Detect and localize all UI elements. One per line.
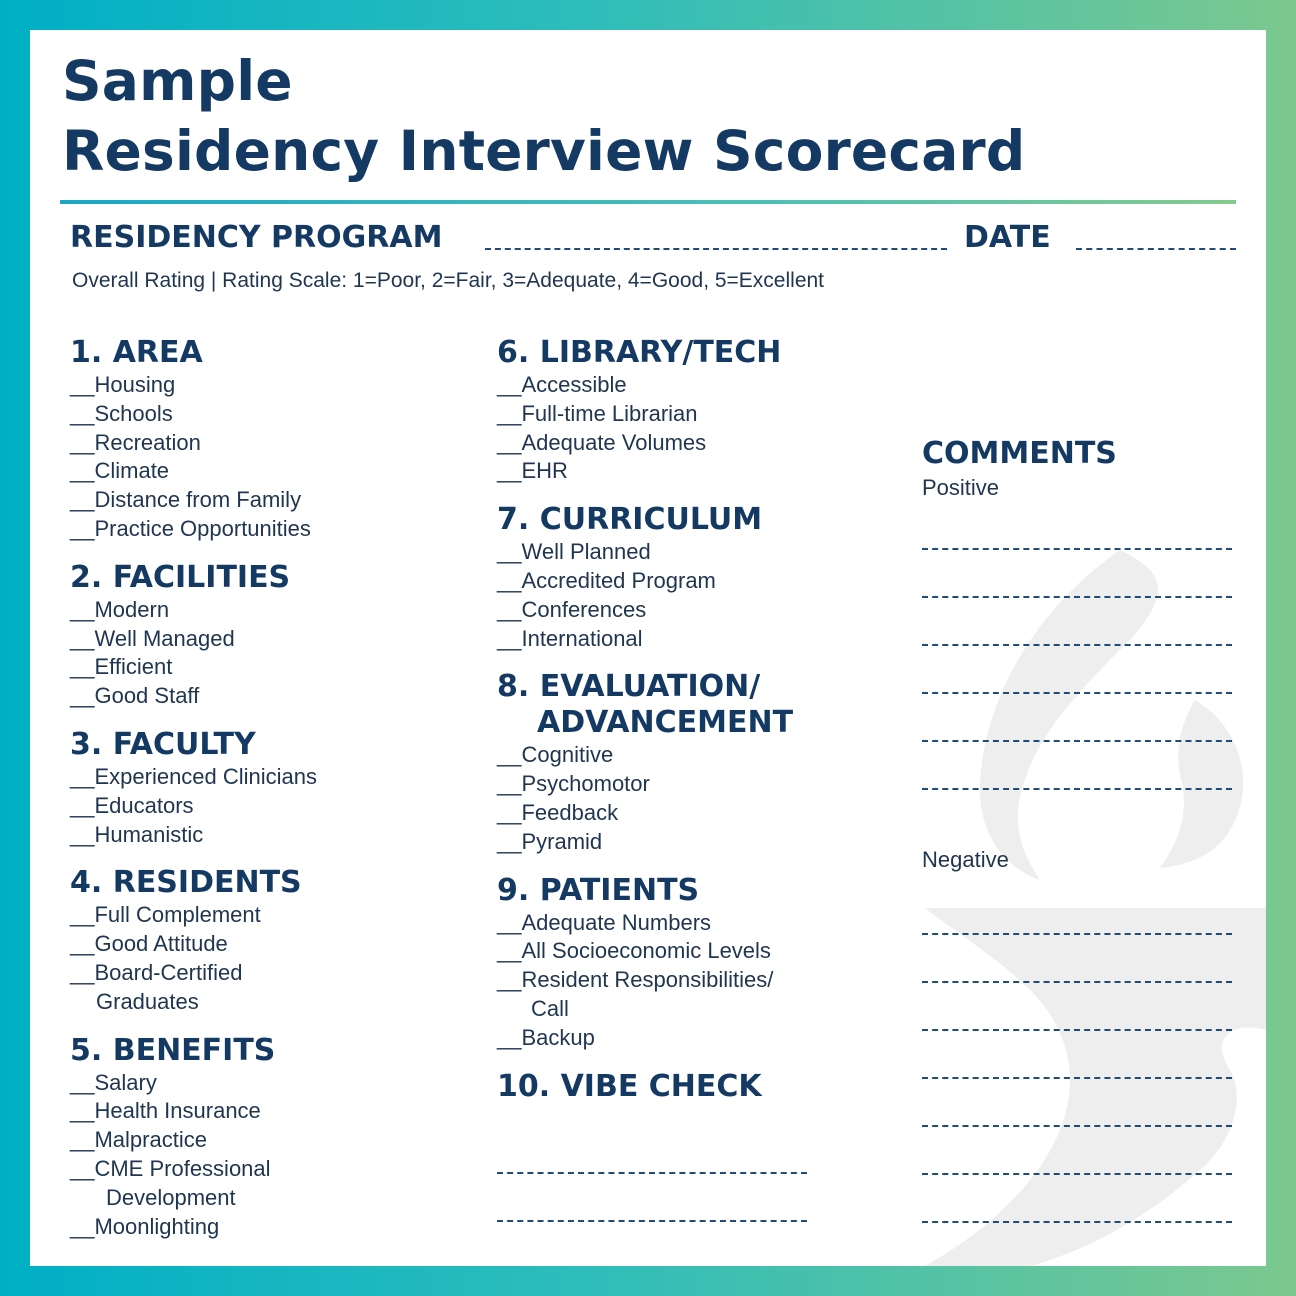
vibe-check-blank-line[interactable] [497, 1172, 807, 1174]
section-curriculum [497, 502, 793, 653]
criteria-list [497, 538, 793, 653]
criteria-list [497, 741, 793, 856]
section-patients [497, 873, 793, 1053]
criterion-item[interactable] [70, 1155, 317, 1213]
criterion-item[interactable]: __Accessible [497, 372, 627, 397]
criterion-item[interactable]: __Distance from Family [70, 487, 302, 513]
residency-program-label: RESIDENCY PROGRAM [70, 220, 443, 255]
criteria-list [497, 371, 793, 486]
section-title: 6. LIBRARY/TECH [497, 335, 782, 370]
section-vibe-check [497, 1069, 793, 1105]
negative-comment-line[interactable] [922, 981, 1232, 983]
criterion-item[interactable]: __Well Managed [70, 625, 235, 651]
negative-label: Negative [922, 847, 1009, 872]
negative-comment-line[interactable] [922, 1029, 1232, 1031]
title-divider [60, 200, 1236, 204]
section-title-line-2: ADVANCEMENT [537, 705, 794, 741]
criterion-item[interactable]: __Modern [70, 596, 170, 622]
criteria-list [70, 901, 317, 1016]
section-title: 9. PATIENTS [497, 872, 700, 908]
section-title: 10. VIBE CHECK [497, 1068, 762, 1104]
residency-program-blank-line[interactable] [485, 248, 947, 250]
criterion-item[interactable]: __Psychomotor [497, 771, 650, 797]
criterion-item[interactable]: __Moonlighting [70, 1213, 220, 1239]
section-title: 7. CURRICULUM [497, 502, 763, 538]
negative-comment-line[interactable] [922, 1125, 1232, 1127]
positive-label: Positive [922, 475, 1000, 500]
criterion-item[interactable]: __Conferences [497, 596, 647, 622]
section-residents [70, 865, 317, 1016]
criteria-list [497, 909, 793, 1053]
criterion-text-continued: Call [531, 995, 569, 1021]
criteria-list [70, 596, 317, 711]
section-title-line-1: 8. EVALUATION/ [497, 669, 761, 705]
positive-comment-line[interactable] [922, 788, 1232, 790]
criteria-list [70, 763, 317, 849]
criterion-text-continued: Development [106, 1184, 236, 1210]
criterion-text: __Resident Responsibilities/ [497, 967, 774, 993]
criteria-list [70, 371, 317, 544]
section-title [497, 669, 793, 741]
criterion-item[interactable]: __Health Insurance [70, 1098, 261, 1124]
criterion-item[interactable]: __Climate [70, 458, 170, 484]
section-title: 1. AREA [70, 335, 203, 370]
criterion-item[interactable]: __Good Staff [70, 683, 200, 709]
criterion-item[interactable]: __Malpractice [70, 1127, 207, 1153]
criterion-item[interactable]: __Full-time Librarian [497, 400, 698, 426]
negative-comment-line[interactable] [922, 1077, 1232, 1079]
criterion-text: __Board-Certified [70, 959, 243, 985]
criterion-item[interactable]: __Cognitive [497, 742, 614, 768]
criterion-item[interactable]: __All Socioeconomic Levels [497, 938, 771, 964]
criterion-item[interactable]: __Schools [70, 400, 173, 426]
section-faculty [70, 727, 317, 849]
criterion-item[interactable]: __Pyramid [497, 828, 603, 854]
positive-comment-line[interactable] [922, 596, 1232, 598]
section-facilities [70, 560, 317, 711]
positive-comment-line[interactable] [922, 644, 1232, 646]
criterion-item[interactable]: __Feedback [497, 799, 619, 825]
negative-comment-line[interactable] [922, 1173, 1232, 1175]
criterion-item[interactable]: __Backup [497, 1024, 595, 1050]
criterion-item[interactable]: __Humanistic [70, 821, 204, 847]
criterion-item[interactable]: __Well Planned [497, 539, 651, 565]
negative-comment-line[interactable] [922, 933, 1232, 935]
section-title: 4. RESIDENTS [70, 865, 302, 901]
date-label: DATE [964, 220, 1051, 255]
criterion-item[interactable]: __Recreation [70, 429, 201, 455]
criterion-item[interactable]: __Good Attitude [70, 931, 228, 957]
column-middle [497, 335, 793, 1105]
section-title: 2. FACILITIES [70, 559, 291, 595]
criterion-item[interactable]: __Salary [70, 1069, 157, 1095]
column-left [70, 335, 317, 1257]
criterion-item[interactable] [70, 959, 317, 1017]
criterion-item[interactable]: __EHR [497, 458, 568, 484]
criterion-text-continued: Graduates [96, 988, 199, 1014]
scorecard-card [30, 30, 1266, 1266]
criterion-item[interactable]: __Adequate Numbers [497, 909, 712, 935]
criterion-item[interactable]: __Accredited Program [497, 567, 716, 593]
criteria-list [70, 1069, 317, 1242]
page-title-line-2: Residency Interview Scorecard [62, 119, 1026, 183]
criterion-item[interactable] [497, 966, 793, 1024]
criterion-item[interactable]: __Efficient [70, 654, 173, 680]
criterion-item[interactable]: __Adequate Volumes [497, 429, 707, 455]
page-title-line-1: Sample [62, 49, 293, 113]
section-title: 5. BENEFITS [70, 1032, 276, 1068]
section-benefits [70, 1033, 317, 1242]
criterion-item[interactable]: __Practice Opportunities [70, 515, 311, 541]
rating-scale-text: Overall Rating | Rating Scale: 1=Poor, 2=Fair, 3=Adequate, 4=Good, 5=Excellent [72, 269, 825, 292]
criterion-item[interactable]: __Housing [70, 372, 176, 397]
section-title: 3. FACULTY [70, 726, 256, 762]
date-blank-line[interactable] [1076, 248, 1236, 250]
positive-comment-line[interactable] [922, 692, 1232, 694]
comments-title: COMMENTS [922, 436, 1117, 471]
positive-comment-line[interactable] [922, 740, 1232, 742]
section-library-tech [497, 335, 793, 486]
criterion-text: __CME Professional [70, 1155, 271, 1181]
criterion-item[interactable]: __International [497, 625, 643, 651]
vibe-check-blank-line[interactable] [497, 1220, 807, 1222]
criterion-item[interactable]: __Experienced Clinicians [70, 763, 318, 789]
positive-comment-line[interactable] [922, 548, 1232, 550]
criterion-item[interactable]: __Full Complement [70, 902, 261, 928]
criterion-item[interactable]: __Educators [70, 792, 194, 818]
section-area [70, 335, 317, 544]
negative-comment-line[interactable] [922, 1221, 1232, 1223]
section-evaluation [497, 669, 793, 856]
